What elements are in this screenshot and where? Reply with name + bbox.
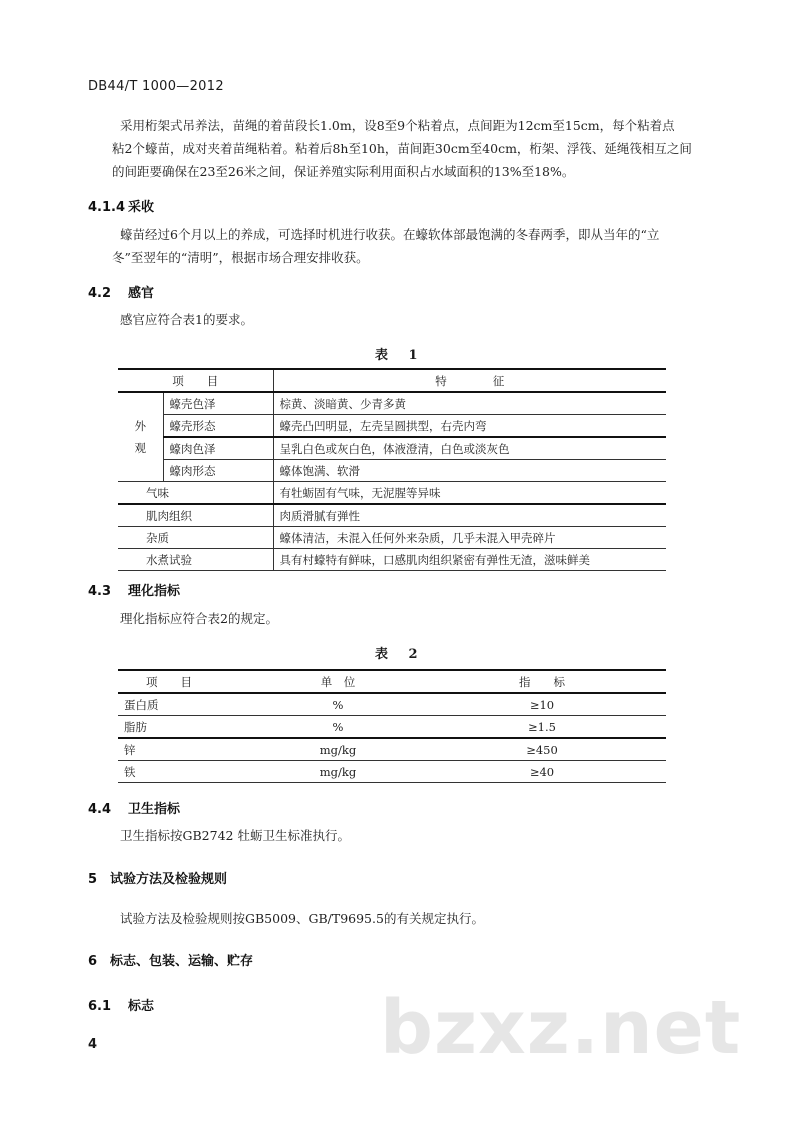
- table-cell: 蠔体饱满、软滑: [273, 460, 666, 482]
- table-cell: 水煮试验: [118, 549, 273, 571]
- table-cell: 蠔肉色泽: [163, 437, 273, 460]
- section-number: 4.1.4: [88, 200, 126, 215]
- table-row: [118, 482, 666, 505]
- table-row: [118, 504, 666, 527]
- table-row: [118, 415, 666, 438]
- section-number: 6: [88, 954, 98, 969]
- table-1-caption: 表 1: [375, 348, 426, 363]
- table-cell: ≥450: [418, 738, 666, 761]
- watermark: bzxz.net: [380, 985, 742, 1071]
- table-cell: ≥10: [418, 693, 666, 716]
- table-cell: 棕黄、淡暗黄、少青多黄: [273, 392, 666, 415]
- table-cell: 蠔壳凸凹明显，左壳呈圆拱型，右壳内弯: [273, 415, 666, 438]
- section-title: 试验方法及检验规则: [110, 872, 228, 887]
- paragraph-line: 采用桁架式吊养法，苗绳的着苗段长1.0m，设8至9个粘着点，点间距为12cm至15cm，每个粘着点: [120, 118, 675, 133]
- table-row: [118, 527, 666, 549]
- section-heading-6: [88, 950, 253, 969]
- table-header-cell: 指 标: [418, 670, 666, 693]
- table-2-caption: 表 2: [375, 647, 426, 662]
- table-cell: ≥40: [418, 761, 666, 783]
- table-cell: mg/kg: [258, 761, 418, 783]
- paragraph-harvest: [112, 223, 660, 269]
- table-row: [118, 549, 666, 571]
- section-number: 6.1: [88, 999, 112, 1014]
- table-cell: 肉质滑腻有弹性: [273, 504, 666, 527]
- section-heading-6-1: [88, 995, 154, 1014]
- table-header-cell: 项 目: [118, 369, 273, 392]
- table-cell: 蠔体清洁，未混入任何外来杂质，几乎未混入甲壳碎片: [273, 527, 666, 549]
- table-cell: 肌肉组织: [118, 504, 273, 527]
- table-cell: 脂肪: [118, 716, 258, 739]
- document-id: DB44/T 1000—2012: [88, 79, 224, 94]
- table-row: [118, 693, 666, 716]
- paragraph-physicochemical: 理化指标应符合表2的规定。: [120, 611, 278, 626]
- table-header-row: [118, 369, 666, 392]
- section-title: 采收: [128, 200, 155, 215]
- sensory-table: [118, 368, 666, 571]
- section-title: 卫生指标: [128, 802, 181, 817]
- paragraph-line: 粘2个蠔苗，成对夹着苗绳粘着。粘着后8h至10h，苗间距30cm至40cm，桁架、浮筏、延绳筏相互之间: [112, 141, 692, 156]
- table-header-cell: 项 目: [118, 670, 258, 693]
- table-cell: %: [258, 716, 418, 739]
- table-cell: 有牡蛎固有气味，无泥腥等异味: [273, 482, 666, 505]
- table-cell: %: [258, 693, 418, 716]
- section-heading-5: [88, 868, 227, 887]
- table-header-row: [118, 670, 666, 693]
- table-cell: 蠔肉形态: [163, 460, 273, 482]
- paragraph-test-methods: 试验方法及检验规则按GB5009、GB/T9695.5的有关规定执行。: [120, 911, 484, 926]
- table-cell: 气味: [118, 482, 273, 505]
- table-row: [118, 437, 666, 460]
- table-cell: 锌: [118, 738, 258, 761]
- table-cell: 呈乳白色或灰白色，体液澄清，白色或淡灰色: [273, 437, 666, 460]
- section-heading-4-1-4: [88, 196, 154, 215]
- paragraph-cultivation: [112, 114, 692, 183]
- section-number: 5: [88, 872, 98, 887]
- table-cell: 铁: [118, 761, 258, 783]
- table-cell: mg/kg: [258, 738, 418, 761]
- paragraph-line: 冬”至翌年的“清明”，根据市场合理安排收获。: [112, 250, 369, 265]
- section-title: 理化指标: [128, 584, 181, 599]
- table-cell: 具有村蠔特有鲜味，口感肌肉组织紧密有弹性无渣，滋味鲜美: [273, 549, 666, 571]
- paragraph-line: 的间距要确保在23至26米之间，保证养殖实际利用面积占水域面积的13%至18%。: [112, 164, 575, 179]
- section-heading-4-4: [88, 798, 180, 817]
- section-title: 标志、包装、运输、贮存: [110, 954, 254, 969]
- table-cell: ≥1.5: [418, 716, 666, 739]
- section-number: 4.4: [88, 802, 112, 817]
- page-number: 4: [88, 1037, 98, 1052]
- paragraph-hygiene: 卫生指标按GB2742 牡蛎卫生标准执行。: [120, 828, 350, 843]
- table-cell: 杂质: [118, 527, 273, 549]
- table-cell: 蠔壳形态: [163, 415, 273, 438]
- section-heading-4-3: [88, 580, 180, 599]
- paragraph-line: 蠔苗经过6个月以上的养成，可选择时机进行收获。在蠔软体部最饱满的冬春两季，即从当年的“立: [120, 227, 660, 242]
- table-row: [118, 738, 666, 761]
- table-header-cell: 特 征: [273, 369, 666, 392]
- physicochemical-table: [118, 669, 666, 783]
- section-number: 4.2: [88, 286, 112, 301]
- table-cell: 蛋白质: [118, 693, 258, 716]
- table-cell: 蠔壳色泽: [163, 392, 273, 415]
- table-row: [118, 716, 666, 739]
- section-heading-4-2: [88, 282, 154, 301]
- section-title: 感官: [128, 286, 155, 301]
- table-header-cell: 单 位: [258, 670, 418, 693]
- table-row: [118, 761, 666, 783]
- section-title: 标志: [128, 999, 155, 1014]
- table-row: [118, 460, 666, 482]
- paragraph-sensory: 感官应符合表1的要求。: [120, 312, 253, 327]
- table-row: [118, 392, 666, 415]
- group-label: 外 观: [118, 392, 163, 482]
- section-number: 4.3: [88, 584, 112, 599]
